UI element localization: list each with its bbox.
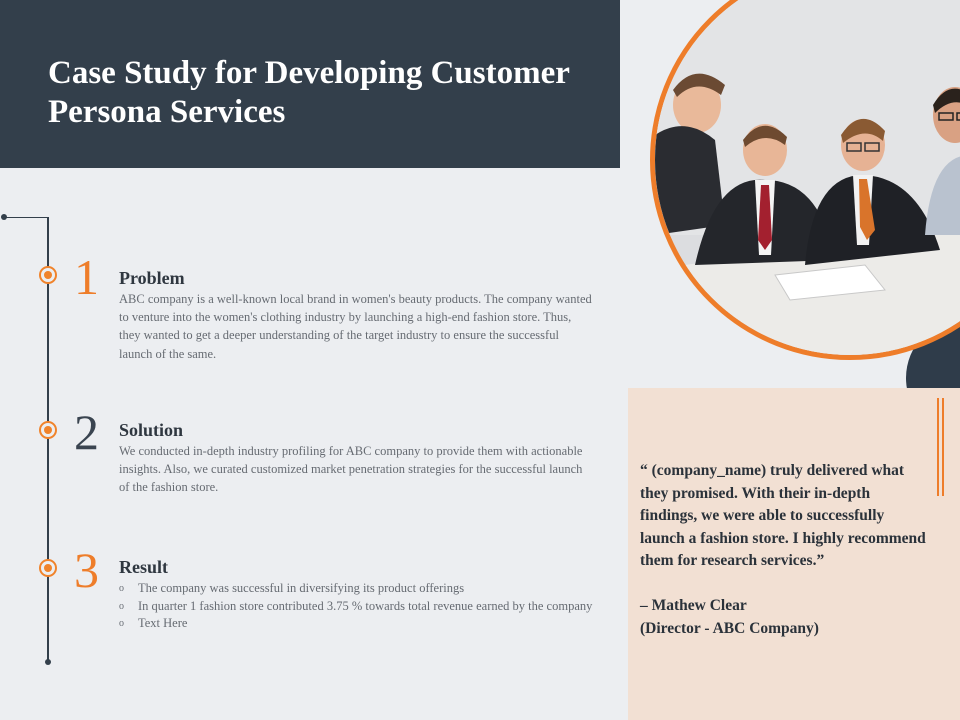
timeline-node-2 [39, 421, 57, 439]
team-meeting-photo [650, 0, 960, 360]
result-bullet-1: o The company was successful in diversifying its product offerings [119, 580, 594, 598]
testimonial-role: (Director - ABC Company) [640, 620, 819, 637]
result-bullet-3: o Text Here [119, 615, 594, 633]
timeline-connector [4, 217, 49, 218]
section-3-title: Result [119, 557, 168, 577]
timeline-node-3 [39, 559, 57, 577]
business-meeting-illustration [655, 0, 960, 360]
section-3-number: 3 [74, 542, 99, 598]
decorative-line-1 [937, 398, 939, 496]
section-1-number: 1 [74, 249, 99, 305]
section-1-body: ABC company is a well-known local brand in women's beauty products. The company wanted to venture into the women's clothing industry by launching a high-end fashion store. Thus, they wanted to get a deeper understanding of the target industry to ensure the successful launch of the same. [119, 292, 592, 361]
title-banner [0, 0, 620, 168]
decorative-line-2 [942, 398, 944, 496]
testimonial-author: – Mathew Clear [640, 597, 747, 614]
testimonial-quote: “ (company_name) truly delivered what they promised. With their in-depth findings, we were able to successfully launch a fashion store. I highly recommend them for research services.” [640, 462, 926, 570]
timeline-node-1 [39, 266, 57, 284]
section-2-body: We conducted in-depth industry profiling for ABC company to provide them with actionable insights. Also, we curated customized market penetration strategies for the successful launch of the fashion store. [119, 444, 583, 495]
section-3-bullets [119, 580, 594, 633]
section-2-number: 2 [74, 404, 99, 460]
result-bullet-2: o In quarter 1 fashion store contributed 3.75 % towards total revenue earned by the company [119, 598, 594, 616]
timeline-end-dot [45, 659, 51, 665]
section-1-title: Problem [119, 268, 185, 288]
section-2-title: Solution [119, 420, 184, 440]
page-title: Case Study for Developing Customer Persona Services [48, 55, 570, 130]
